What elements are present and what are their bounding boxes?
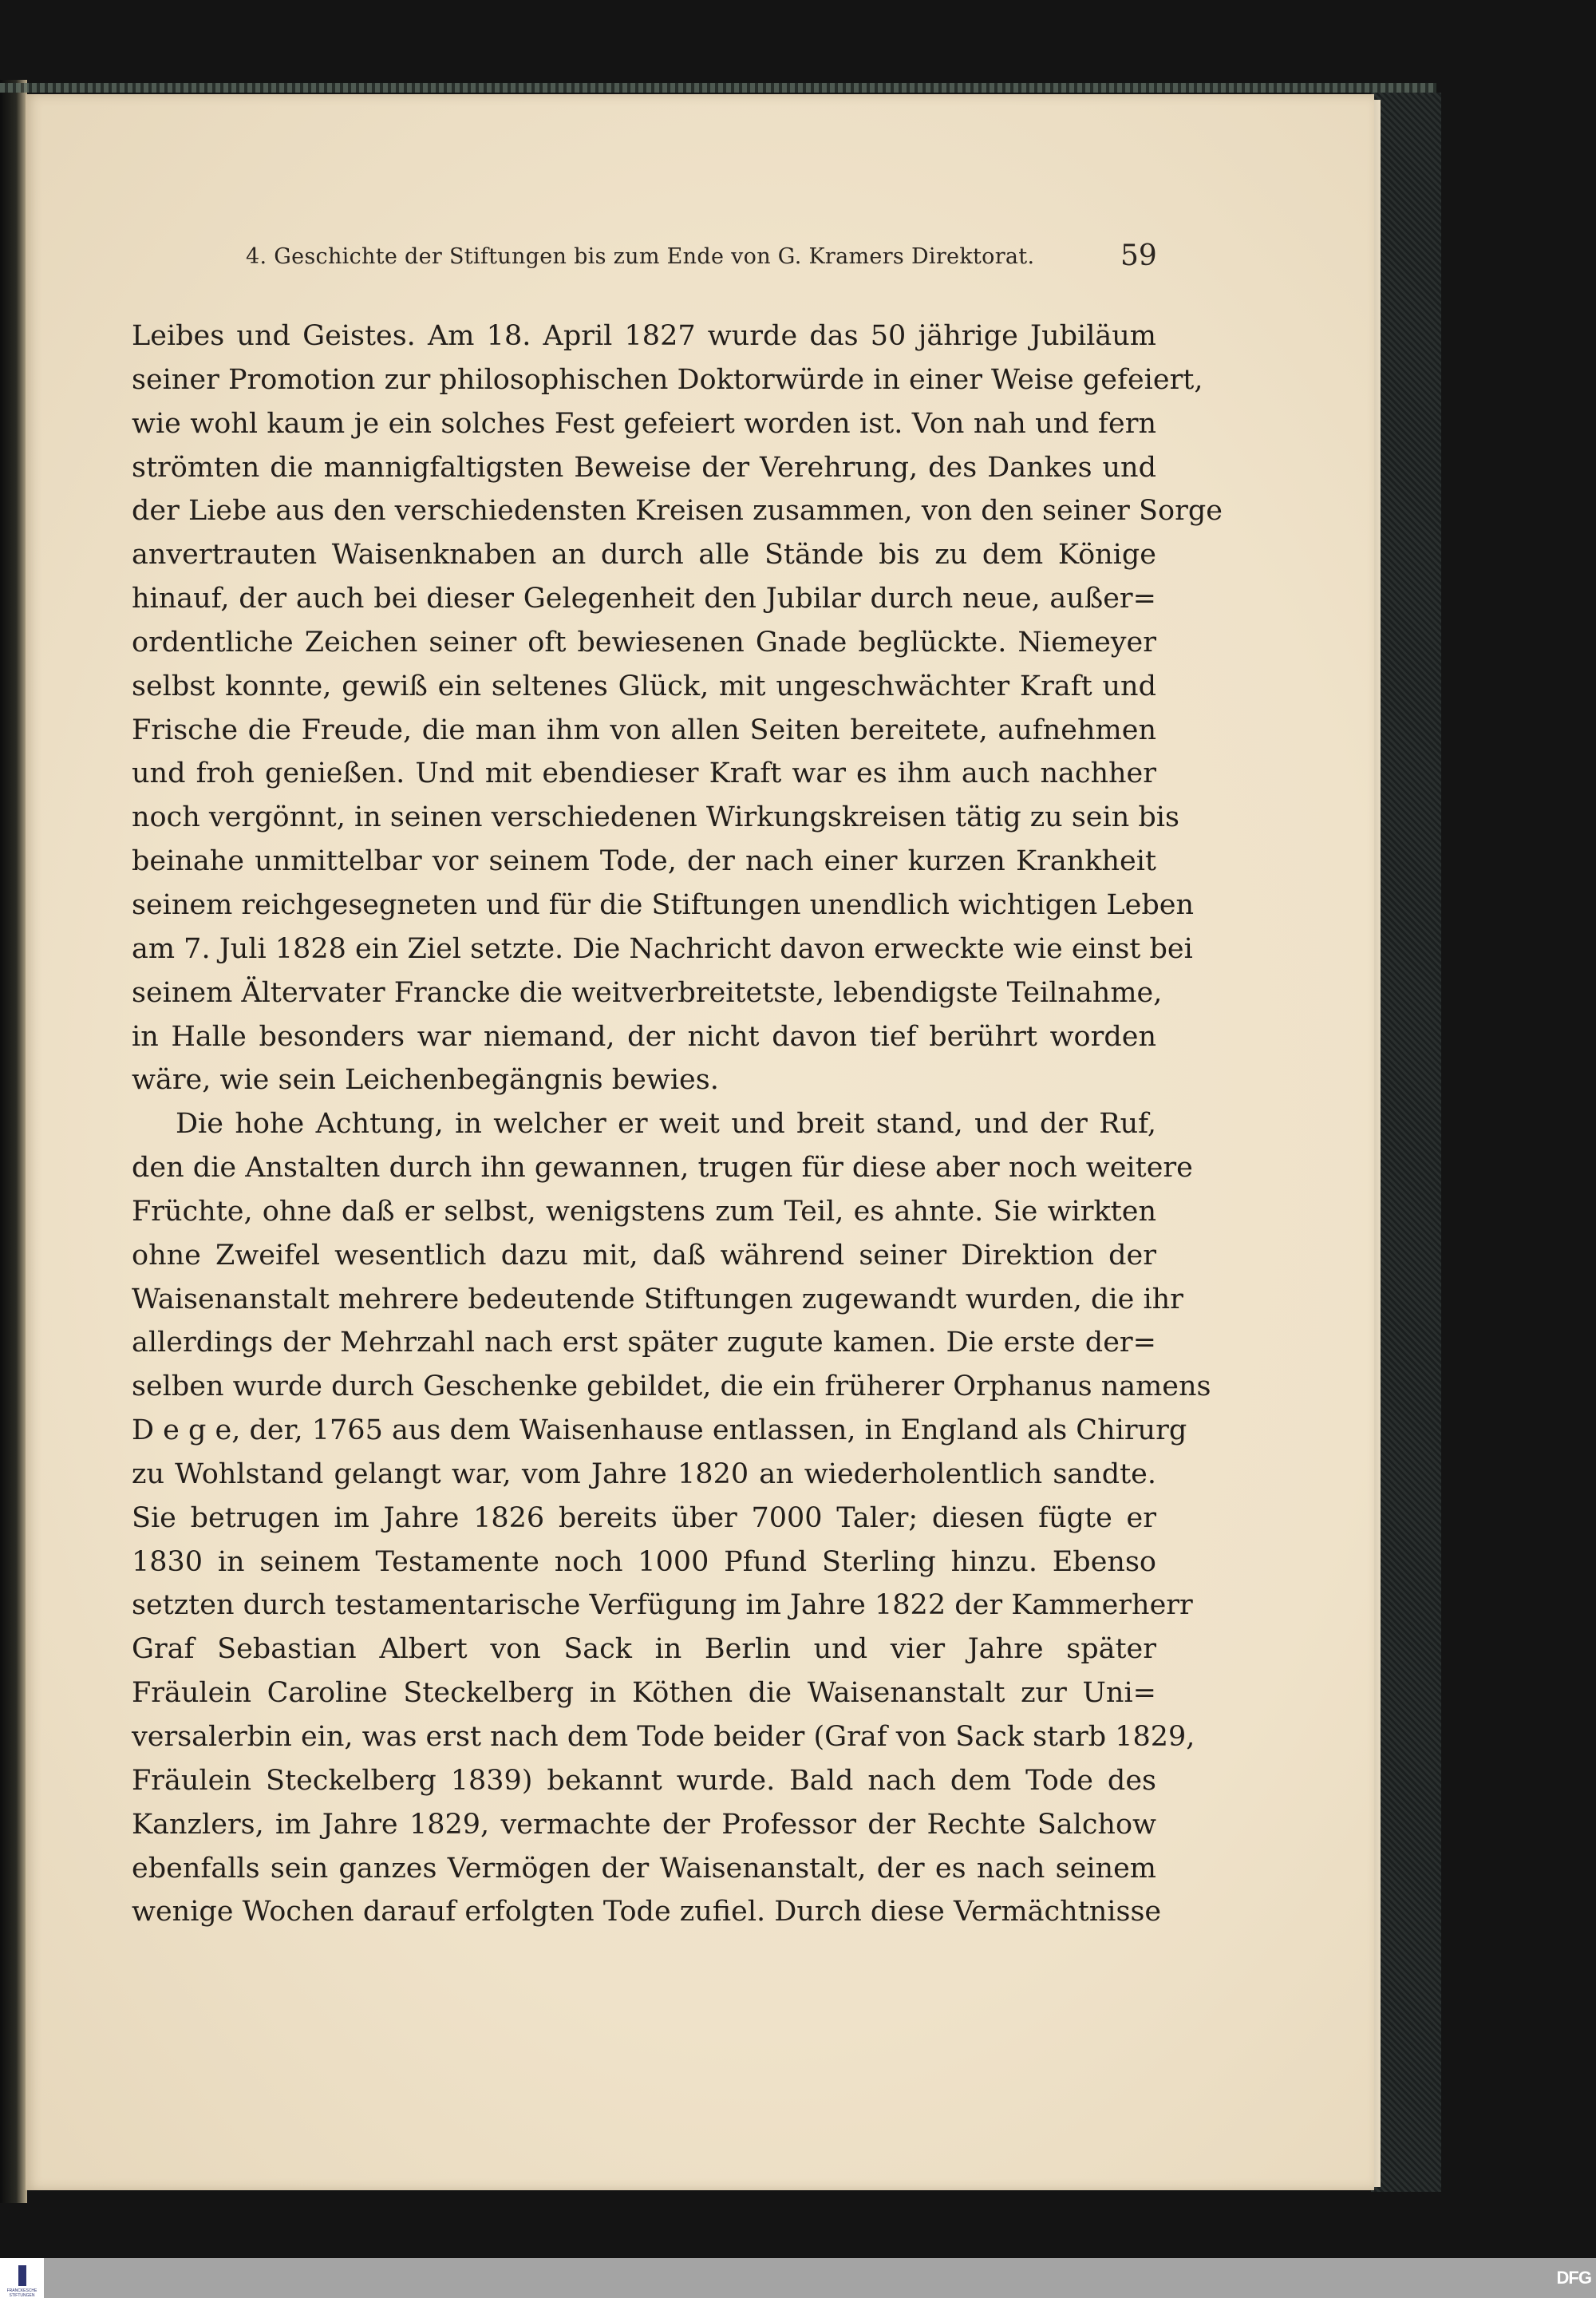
text-line: Leibes und Geistes. Am 18. April 1827 wurde das 50 jährige Jubiläum <box>132 320 1156 352</box>
text-line: Frische die Freude, die man ihm von allen Seiten bereitete, aufnehmen <box>132 714 1156 746</box>
book-binding-left <box>0 80 27 2203</box>
text-line: beinahe unmittelbar vor seinem Tode, der nach einer kurzen Krankheit <box>132 845 1156 878</box>
text-line: seinem reichgesegneten und für die Stiftungen unendlich wichtigen Leben <box>132 888 1194 921</box>
text-line: Kanzlers, im Jahre 1829, vermachte der Professor der Rechte Salchow <box>132 1808 1156 1841</box>
text-line: am 7. Juli 1828 ein Ziel setzte. Die Nachricht davon erweckte wie einst bei <box>132 932 1193 965</box>
dfg-logo[interactable]: DFG <box>1556 2268 1591 2288</box>
text-line: Fräulein Steckelberg 1839) bekannt wurde. Bald nach dem Tode des <box>132 1764 1156 1797</box>
statue-logo-icon <box>18 2265 26 2286</box>
text-line: Die hohe Achtung, in welcher er weit und breit stand, und der Ruf, <box>176 1108 1156 1141</box>
text-line: selben wurde durch Geschenke gebildet, die ein früherer Orphanus namens <box>132 1370 1211 1403</box>
body-text <box>132 314 1223 1934</box>
text-line: 1830 in seinem Testamente noch 1000 Pfund Sterling hinzu. Ebenso <box>132 1545 1156 1578</box>
text-line: zu Wohlstand gelangt war, vom Jahre 1820 an wiederholentlich sandte. <box>132 1458 1156 1490</box>
text-line: ohne Zweifel wesentlich dazu mit, daß während seiner Direktion der <box>132 1239 1156 1272</box>
text-line: setzten durch testamentarische Verfügung im Jahre 1822 der Kammerherr <box>132 1589 1193 1622</box>
text-line: seiner Promotion zur philosophischen Doktorwürde in einer Weise gefeiert, <box>132 363 1203 396</box>
text-line: versalerbin ein, was erst nach dem Tode beider (Graf von Sack starb 1829, <box>132 1721 1195 1753</box>
text-line: allerdings der Mehrzahl nach erst später zugute kamen. Die erste der= <box>132 1327 1156 1359</box>
running-head: 4. Geschichte der Stiftungen bis zum Ende von G. Kramers Direktorat. <box>246 244 1035 269</box>
text-line: hinauf, der auch bei dieser Gelegenheit den Jubilar durch neue, außer= <box>132 583 1156 615</box>
book-binding-top <box>0 83 1436 93</box>
page-number: 59 <box>1120 239 1157 272</box>
logo-text: FRANCKESCHE STIFTUNGEN <box>6 2288 38 2298</box>
text-line: anvertrauten Waisenknaben an durch alle Stände bis zu dem Könige <box>132 539 1156 572</box>
text-line: Fräulein Caroline Steckelberg in Köthen die Waisenanstalt zur Uni= <box>132 1677 1156 1710</box>
text-line: D e g e, der, 1765 aus dem Waisenhause entlassen, in England als Chirurg <box>132 1414 1187 1447</box>
text-line: wäre, wie sein Leichenbegängnis bewies. <box>132 1064 719 1097</box>
francke-foundation-logo[interactable] <box>0 2258 44 2298</box>
paragraph <box>132 1102 1211 1934</box>
text-line: Sie betrugen im Jahre 1826 bereits über 7000 Taler; diesen fügte er <box>132 1501 1156 1534</box>
text-line: noch vergönnt, in seinen verschiedenen Wirkungskreisen tätig zu sein bis <box>132 801 1179 834</box>
text-line: ebenfalls sein ganzes Vermögen der Waisenanstalt, der es nach seinem <box>132 1852 1156 1885</box>
text-line: und froh genießen. Und mit ebendieser Kraft war es ihm auch nachher <box>132 757 1156 790</box>
text-line: der Liebe aus den verschiedensten Kreisen zusammen, von den seiner Sorge <box>132 495 1223 528</box>
text-line: den die Anstalten durch ihn gewannen, trugen für diese aber noch weitere <box>132 1152 1193 1185</box>
text-line: strömten die mannigfaltigsten Beweise der Verehrung, des Dankes und <box>132 451 1156 484</box>
text-line: wie wohl kaum je ein solches Fest gefeiert worden ist. Von nah und fern <box>132 407 1156 440</box>
text-line: selbst konnte, gewiß ein seltenes Glück, mit ungeschwächter Kraft und <box>132 670 1156 702</box>
text-line: in Halle besonders war niemand, der nicht davon tief berührt worden <box>132 1020 1156 1053</box>
text-line: wenige Wochen darauf erfolgten Tode zufiel. Durch diese Vermächtnisse <box>132 1896 1162 1928</box>
text-line: ordentliche Zeichen seiner oft bewiesenen Gnade beglückte. Niemeyer <box>132 626 1156 659</box>
viewer-footer-bar <box>0 2258 1596 2298</box>
text-line: seinem Ältervater Francke die weitverbreitetste, lebendigste Teilnahme, <box>132 976 1163 1009</box>
text-line: Früchte, ohne daß er selbst, wenigstens zum Teil, es ahnte. Sie wirkten <box>132 1195 1156 1228</box>
text-line: Waisenanstalt mehrere bedeutende Stiftungen zugewandt wurden, die ihr <box>132 1283 1183 1315</box>
paragraph <box>132 314 1223 1102</box>
text-line: Graf Sebastian Albert von Sack in Berlin und vier Jahre später <box>132 1633 1156 1666</box>
book-cover-edge <box>1371 93 1441 2192</box>
